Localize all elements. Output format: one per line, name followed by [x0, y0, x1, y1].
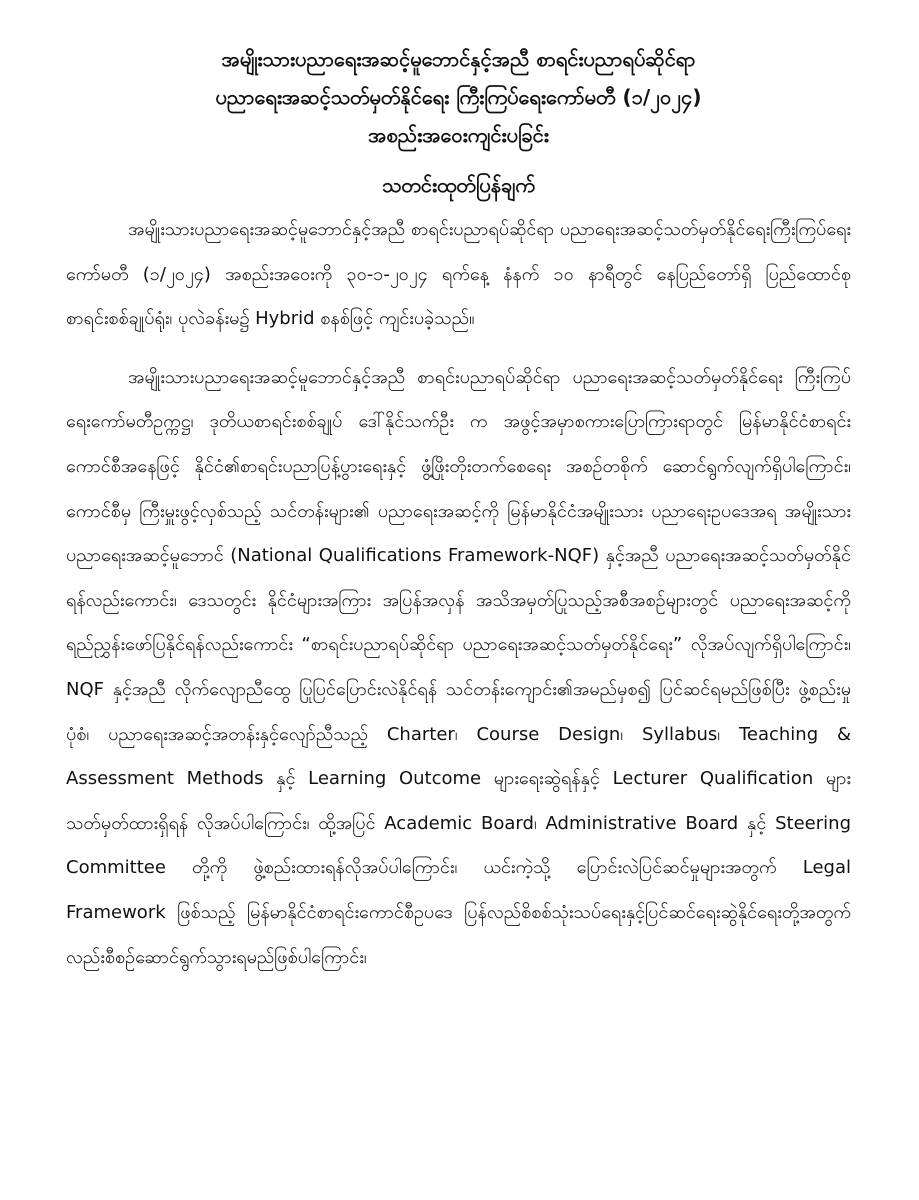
heading-line-1: အမျိုးသားပညာရေးအဆင့်မူဘောင်နှင့်အညီ စာရင်းပညာရပ်ဆိုင်ရာ [221, 47, 696, 71]
document-heading [66, 40, 851, 154]
paragraph-1: အမျိုးသားပညာရေးအဆင့်မူဘောင်နှင့်အညီ စာရင်းပညာရပ်ဆိုင်ရာ ပညာရေးအဆင့်သတ်မှတ်နိုင်ရေးကြီးကြပ်ရေးကော်မတီ (၁/၂၀၂၄) အစည်းအဝေးကို ၃၀-၁-၂၀၂၄ ရက်နေ့ နံနက် ၁၀ နာရီတွင် နေပြည်တော်ရှိ ပြည်ထောင်စုစာရင်းစစ်ချုပ်ရုံး၊ ပုလဲခန်းမ၌ Hybrid စနစ်ဖြင့် ကျင်းပခဲ့သည်။ [66, 219, 851, 330]
heading-line-3: အစည်းအဝေးကျင်းပခြင်း [368, 123, 549, 147]
paragraph-2: အမျိုးသားပညာရေးအဆင့်မူဘောင်နှင့်အညီ စာရင်းပညာရပ်ဆိုင်ရာ ပညာရေးအဆင့်သတ်မှတ်နိုင်ရေး ကြီးကြပ်ရေးကော်မတီဥက္ကဋ္ဌ၊ ဒုတိယစာရင်းစစ်ချုပ် ဒေါ်နိုင်သက်ဦး က အဖွင့်အမှာစကားပြောကြားရာတွင် မြန်မာနိုင်ငံစာရင်းကောင်စီအနေဖြင့် နိုင်ငံ၏စာရင်းပညာပြန့်ပွားရေးနှင့် ဖွံ့ဖြိုးတိုးတက်စေရေး အစဉ်တစိုက် ဆောင်ရွက်လျက်ရှိပါကြောင်း၊ ကောင်စီမှ ကြီးမှူးဖွင့်လှစ်သည့် သင်တန်းများ၏ ပညာရေးအဆင့်ကို မြန်မာနိုင်ငံအမျိုးသား ပညာရေးဥပဒေအရ အမျိုးသားပညာရေးအဆင့်မူဘောင် (National Qualifications Framework-NQF) နှင့်အညီ ပညာရေးအဆင့်သတ်မှတ်နိုင်ရန်လည်းကောင်း၊ ဒေသတွင်း နိုင်ငံများအကြား အပြန်အလှန် အသိအမှတ်ပြုသည့်အစီအစဉ်များတွင် ပညာရေးအဆင့်ကို ရည်ညွှန်းဖော်ပြနိုင်ရန်လည်းကောင်း “စာရင်းပညာရပ်ဆိုင်ရာ ပညာရေးအဆင့်သတ်မှတ်နိုင်ရေး” လိုအပ်လျက်ရှိပါကြောင်း၊ NQF နှင့်အညီ လိုက်လျောညီထွေ ပြုပြင်ပြောင်းလဲနိုင်ရန် သင်တန်းကျောင်း၏အမည်မှစ၍ ပြင်ဆင်ရမည်ဖြစ်ပြီး ဖွဲ့စည်းမှုပုံစံ၊ ပညာရေးအဆင့်အတန်းနှင့်လျော်ညီသည့် Charter၊ Course Design၊ Syllabus၊ Teaching & Assessment Methods နှင့် Learning Outcome များရေးဆွဲရန်နှင့် Lecturer Qualification များ သတ်မှတ်ထားရှိရန် လိုအပ်ပါကြောင်း၊ ထို့အပြင် Academic Board၊ Administrative Board နှင့် Steering Committee တို့ကို ဖွဲ့စည်းထားရန်လိုအပ်ပါကြောင်း၊ ယင်းကဲ့သို့ ပြောင်းလဲပြင်ဆင်မှုများအတွက် Legal Framework ဖြစ်သည့် မြန်မာနိုင်ငံစာရင်းကောင်စီဥပဒေ ပြန်လည်စိစစ်သုံးသပ်ရေးနှင့်ပြင်ဆင်ရေးဆွဲနိုင်ရေးတို့အတွက်လည်းစီစဉ်ဆောင်ရွက်သွားရမည်ဖြစ်ပါကြောင်း၊ [66, 366, 851, 968]
heading-line-2: ပညာရေးအဆင့်သတ်မှတ်နိုင်ရေး ကြီးကြပ်ရေးကော်မတီ (၁/၂၀၂၄) [215, 85, 702, 109]
press-release-title: သတင်းထုတ်ပြန်ချက် [382, 173, 535, 197]
